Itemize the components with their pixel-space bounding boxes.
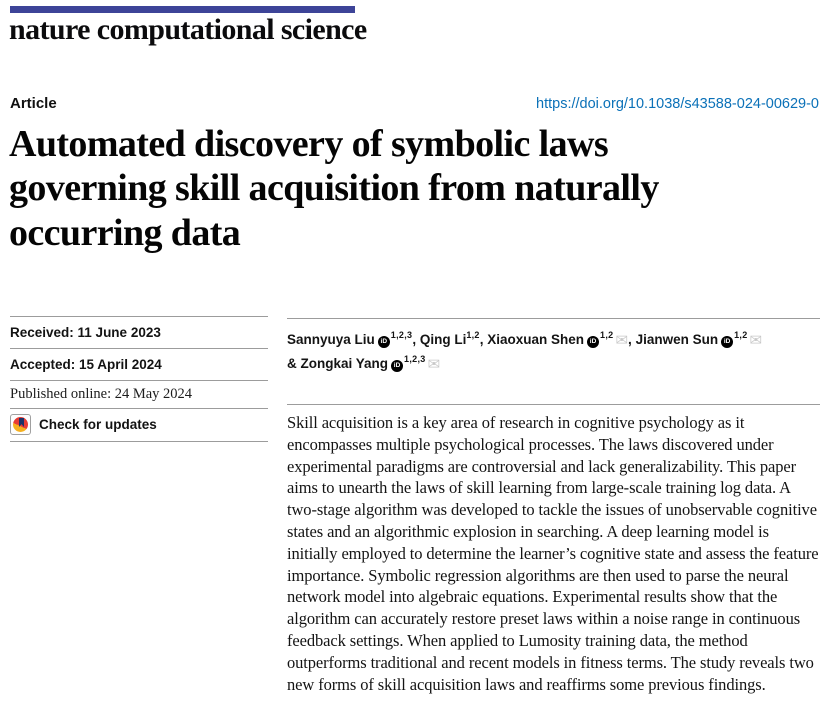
author-affiliation-superscript: 1,2 [466, 330, 480, 340]
journal-wordmark: nature computational science [9, 13, 367, 46]
orcid-icon[interactable]: iD [378, 336, 390, 348]
abstract-text: Skill acquisition is a key area of research in cognitive psychology as it encompasses multiple psychological processes. The laws discovered under experimental paradigms are controversial and lack generalizability. This paper aims to unearth the laws of skill learning from large-scale training log data. A two-stage algorithm was developed to tackle the issues of unobservable cognitive states and an algorithmic explosion in searching. A deep learning model is initially employed to determine the learner’s cognitive state and assess the feature importance. Symbolic regression algorithms are then used to parse the neural network model into algebraic equations. Experimental results show that the algorithm can accurately restore preset laws within a noise range in continuous feedback settings. When applied to Lumosity training data, the method outperforms traditional and recent models in fitness terms. The study reveals two new forms of skill acquisition laws and reaffirms some previous findings. [287, 404, 820, 695]
received-date: Received: 11 June 2023 [10, 316, 268, 348]
envelope-icon[interactable]: ✉ [615, 331, 629, 349]
envelope-icon[interactable]: ✉ [749, 331, 763, 349]
author-name: Sannyuya Liu [287, 332, 375, 347]
author-name: Xiaoxuan Shen [487, 332, 585, 347]
doi-link[interactable]: https://doi.org/10.1038/s43588-024-00629-0 [536, 96, 819, 112]
accepted-date: Accepted: 15 April 2024 [10, 348, 268, 380]
author-name: Qing Li [419, 332, 467, 347]
author-affiliation-superscript: 1,2 [600, 330, 614, 340]
crossmark-icon [10, 414, 31, 435]
author-affiliation-superscript: 1,2,3 [404, 354, 426, 364]
article-body-column [287, 318, 820, 695]
author-name: Jianwen Sun [635, 332, 719, 347]
author-name: & Zongkai Yang [287, 356, 389, 371]
check-for-updates-label: Check for updates [39, 417, 157, 432]
article-type-label: Article [10, 95, 57, 112]
envelope-icon[interactable]: ✉ [427, 355, 441, 373]
article-history-panel [10, 316, 268, 442]
author-list: Sannyuya Liu iD$^{1,2,3}$, Qing Li$^{1,2}$, Xiaoxuan Shen iD$^{1,2}$ ✉, Jianwen Sun iD$^{1,2}$ ✉ & Zongkai Yang iD$^{1,2,3}$ ✉ [287, 318, 820, 374]
author-affiliation-superscript: 1,2 [734, 330, 748, 340]
article-meta-row [10, 95, 819, 112]
journal-accent-bar [10, 6, 355, 13]
published-date: Published online: 24 May 2024 [10, 380, 268, 408]
orcid-icon[interactable]: iD [587, 336, 599, 348]
orcid-icon[interactable]: iD [721, 336, 733, 348]
page-title: Automated discovery of symbolic laws governing skill acquisition from naturally occurring data [9, 123, 659, 254]
author-affiliation-superscript: 1,2,3 [390, 330, 413, 340]
check-for-updates-button[interactable] [10, 408, 268, 442]
orcid-icon[interactable]: iD [391, 360, 403, 372]
